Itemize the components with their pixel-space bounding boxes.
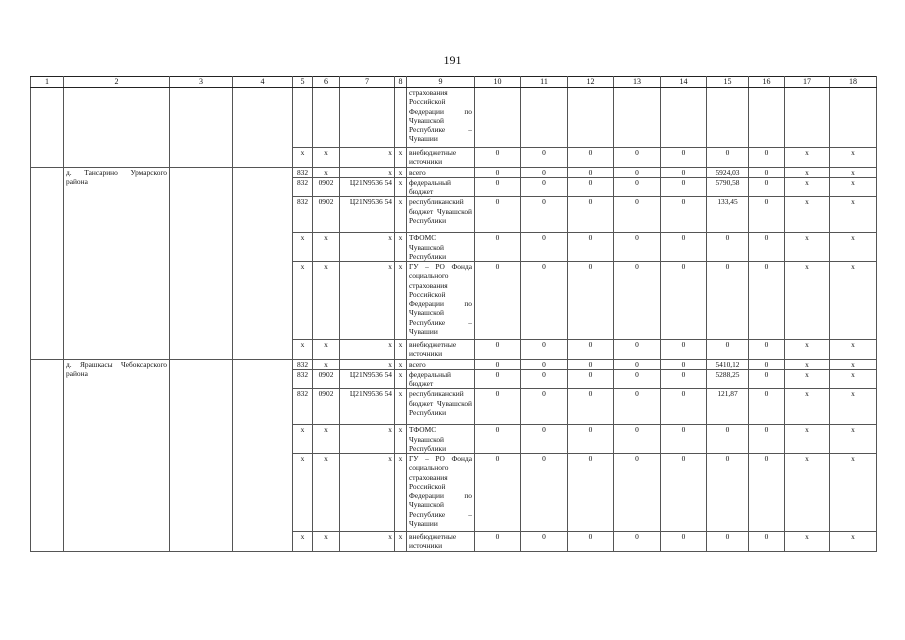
cell-value: 0 xyxy=(475,425,521,454)
cell-target-article: x xyxy=(340,359,395,369)
cell-expense-type: x xyxy=(395,167,407,177)
cell-expense-type: x xyxy=(395,369,407,389)
cell-expense-type: x xyxy=(395,454,407,532)
cell-expense-type: x xyxy=(395,532,407,552)
cell-value: 0 xyxy=(749,340,785,360)
cell-value: x xyxy=(785,369,830,389)
column-number-9: 9 xyxy=(407,77,475,88)
cell-value: x xyxy=(785,262,830,340)
cell-column-3 xyxy=(170,167,233,359)
cell-value: 0 xyxy=(521,369,568,389)
cell-value xyxy=(614,88,661,148)
cell-value: 5790,58 xyxy=(707,177,749,197)
cell-section: x xyxy=(313,340,340,360)
column-number-6: 6 xyxy=(313,77,340,88)
cell-section: x xyxy=(313,425,340,454)
cell-code: x xyxy=(293,340,313,360)
cell-value: 5924,03 xyxy=(707,167,749,177)
cell-value: 0 xyxy=(614,197,661,233)
cell-value: 0 xyxy=(749,369,785,389)
cell-value: 0 xyxy=(661,532,707,552)
cell-value: 0 xyxy=(661,340,707,360)
cell-value: 0 xyxy=(749,177,785,197)
cell-expense-type: x xyxy=(395,389,407,425)
cell-target-article: x xyxy=(340,425,395,454)
cell-value: 0 xyxy=(614,177,661,197)
cell-value: 0 xyxy=(749,359,785,369)
cell-value: x xyxy=(830,532,877,552)
cell-value: 0 xyxy=(707,425,749,454)
cell-section: x xyxy=(313,262,340,340)
cell-value: 0 xyxy=(568,359,614,369)
cell-target-article: x xyxy=(340,340,395,360)
cell-row-number xyxy=(31,359,64,551)
cell-value: 0 xyxy=(475,454,521,532)
locality-name: д. Тансарино Урмарского района xyxy=(64,167,170,359)
cell-value: 0 xyxy=(661,369,707,389)
cell-source: федеральный бюджет xyxy=(407,369,475,389)
cell-section: 0902 xyxy=(313,177,340,197)
cell-value: 0 xyxy=(475,532,521,552)
cell-code: 832 xyxy=(293,389,313,425)
cell-source: ТФОМС Чувашской Республики xyxy=(407,233,475,262)
cell-value: 0 xyxy=(749,454,785,532)
cell-value: x xyxy=(830,454,877,532)
cell-value: 0 xyxy=(521,340,568,360)
cell-expense-type: x xyxy=(395,425,407,454)
cell-value: 0 xyxy=(568,389,614,425)
cell-value: 0 xyxy=(568,262,614,340)
cell-value: x xyxy=(830,177,877,197)
cell-code: 832 xyxy=(293,197,313,233)
cell-value: x xyxy=(830,148,877,168)
cell-value: 5288,25 xyxy=(707,369,749,389)
cell-value: 0 xyxy=(614,369,661,389)
cell-source: всего xyxy=(407,167,475,177)
cell-value: 0 xyxy=(521,389,568,425)
cell-target-article xyxy=(340,88,395,148)
cell-value: 0 xyxy=(475,167,521,177)
cell-value: 0 xyxy=(568,369,614,389)
cell-value: 0 xyxy=(614,454,661,532)
column-number-12: 12 xyxy=(568,77,614,88)
cell-source: ГУ – РО Фонда социального страхования Российской Федерации по Чувашской Республике – Чувашии xyxy=(407,262,475,340)
cell-column-4 xyxy=(233,167,293,359)
cell-code: x xyxy=(293,454,313,532)
cell-value: 0 xyxy=(568,454,614,532)
cell-code: 832 xyxy=(293,369,313,389)
cell-value: 0 xyxy=(568,177,614,197)
column-number-11: 11 xyxy=(521,77,568,88)
cell-section: x xyxy=(313,167,340,177)
table-row xyxy=(31,88,877,148)
cell-code: 832 xyxy=(293,167,313,177)
cell-value: 0 xyxy=(614,262,661,340)
cell-value: 0 xyxy=(614,167,661,177)
cell-value: 0 xyxy=(661,389,707,425)
cell-value xyxy=(749,88,785,148)
cell-expense-type: x xyxy=(395,177,407,197)
cell-value: 0 xyxy=(521,167,568,177)
cell-section: x xyxy=(313,233,340,262)
cell-value: 0 xyxy=(749,425,785,454)
cell-value: 0 xyxy=(749,167,785,177)
cell-value: x xyxy=(785,148,830,168)
cell-expense-type: x xyxy=(395,359,407,369)
cell-row-number xyxy=(31,167,64,359)
cell-value: x xyxy=(830,389,877,425)
cell-value: 0 xyxy=(707,454,749,532)
header-row xyxy=(31,77,877,88)
cell-source: внебюджетные источники xyxy=(407,340,475,360)
cell-value: x xyxy=(785,389,830,425)
cell-value xyxy=(475,88,521,148)
cell-value: 0 xyxy=(661,359,707,369)
cell-value: x xyxy=(785,340,830,360)
cell-value: 133,45 xyxy=(707,197,749,233)
cell-value xyxy=(521,88,568,148)
cell-source: внебюджетные источники xyxy=(407,532,475,552)
budget-table xyxy=(30,76,877,552)
cell-value: x xyxy=(830,340,877,360)
cell-value xyxy=(661,88,707,148)
cell-column-3 xyxy=(170,359,233,551)
cell-value: 0 xyxy=(661,425,707,454)
column-number-16: 16 xyxy=(749,77,785,88)
column-number-3: 3 xyxy=(170,77,233,88)
cell-value: 0 xyxy=(614,532,661,552)
cell-value: x xyxy=(830,233,877,262)
cell-value: 0 xyxy=(475,389,521,425)
cell-expense-type: x xyxy=(395,233,407,262)
cell-value: x xyxy=(830,425,877,454)
cell-value: 0 xyxy=(614,233,661,262)
cell-value: x xyxy=(785,359,830,369)
cell-value: x xyxy=(785,425,830,454)
cell-target-article: x xyxy=(340,532,395,552)
cell-value: x xyxy=(830,262,877,340)
cell-target-article: x xyxy=(340,233,395,262)
cell-code: x xyxy=(293,148,313,168)
column-number-10: 10 xyxy=(475,77,521,88)
cell-value: 0 xyxy=(475,359,521,369)
cell-code xyxy=(293,88,313,148)
cell-source: всего xyxy=(407,359,475,369)
cell-value: x xyxy=(830,359,877,369)
column-number-5: 5 xyxy=(293,77,313,88)
page-number: 191 xyxy=(443,53,462,67)
cell-value: 0 xyxy=(521,425,568,454)
cell-value: 0 xyxy=(749,148,785,168)
cell-value: 0 xyxy=(475,148,521,168)
column-number-13: 13 xyxy=(614,77,661,88)
cell-source: ТФОМС Чувашской Республики xyxy=(407,425,475,454)
cell-value: 0 xyxy=(568,340,614,360)
cell-expense-type: x xyxy=(395,197,407,233)
cell-value: 0 xyxy=(661,197,707,233)
cell-continued-3 xyxy=(170,88,233,168)
column-number-18: 18 xyxy=(830,77,877,88)
column-number-15: 15 xyxy=(707,77,749,88)
cell-target-article: Ц21N9536 54 xyxy=(340,177,395,197)
cell-value: 0 xyxy=(749,532,785,552)
cell-source: федеральный бюджет xyxy=(407,177,475,197)
cell-value: x xyxy=(785,177,830,197)
cell-value: x xyxy=(785,233,830,262)
cell-value: 0 xyxy=(475,340,521,360)
cell-value: x xyxy=(830,197,877,233)
cell-expense-type: x xyxy=(395,148,407,168)
cell-value: 0 xyxy=(568,167,614,177)
cell-value: 0 xyxy=(749,262,785,340)
cell-value: 0 xyxy=(521,262,568,340)
locality-name: д. Ярашкасы Чебоксарского района xyxy=(64,359,170,551)
column-number-8: 8 xyxy=(395,77,407,88)
cell-section: x xyxy=(313,532,340,552)
cell-value: 0 xyxy=(614,340,661,360)
cell-section: 0902 xyxy=(313,197,340,233)
cell-target-article: Ц21N9536 54 xyxy=(340,369,395,389)
cell-section: x xyxy=(313,148,340,168)
cell-expense-type xyxy=(395,88,407,148)
cell-value: 0 xyxy=(521,454,568,532)
cell-section: 0902 xyxy=(313,369,340,389)
cell-section: 0902 xyxy=(313,389,340,425)
cell-value xyxy=(707,88,749,148)
cell-source: внебюджетные источники xyxy=(407,148,475,168)
cell-source: страхования Российской Федерации по Чувашской Республике – Чувашии xyxy=(407,88,475,148)
table-row xyxy=(31,359,877,369)
cell-value: 0 xyxy=(521,233,568,262)
cell-value: 0 xyxy=(568,148,614,168)
cell-value: 0 xyxy=(521,197,568,233)
cell-value xyxy=(568,88,614,148)
cell-value: x xyxy=(785,197,830,233)
cell-value: 0 xyxy=(749,197,785,233)
cell-value: 0 xyxy=(568,233,614,262)
cell-value: 0 xyxy=(749,389,785,425)
cell-value: 0 xyxy=(707,148,749,168)
cell-section xyxy=(313,88,340,148)
column-number-1: 1 xyxy=(31,77,64,88)
cell-value: 0 xyxy=(568,197,614,233)
cell-value: 0 xyxy=(475,177,521,197)
cell-value: 0 xyxy=(749,233,785,262)
cell-value: 0 xyxy=(521,359,568,369)
cell-value xyxy=(785,88,830,148)
cell-target-article: x xyxy=(340,148,395,168)
cell-source: ГУ – РО Фонда социального страхования Российской Федерации по Чувашской Республике – Чувашии xyxy=(407,454,475,532)
cell-target-article: x xyxy=(340,262,395,340)
cell-code: x xyxy=(293,532,313,552)
cell-value: 0 xyxy=(614,389,661,425)
column-number-7: 7 xyxy=(340,77,395,88)
cell-value: 0 xyxy=(661,167,707,177)
cell-value: 0 xyxy=(614,425,661,454)
cell-value: 0 xyxy=(661,454,707,532)
cell-expense-type: x xyxy=(395,340,407,360)
cell-code: 832 xyxy=(293,359,313,369)
cell-value: 0 xyxy=(614,148,661,168)
cell-value: 0 xyxy=(661,148,707,168)
cell-section: x xyxy=(313,359,340,369)
cell-value: 0 xyxy=(568,532,614,552)
cell-value: 0 xyxy=(707,233,749,262)
column-number-17: 17 xyxy=(785,77,830,88)
cell-value: 0 xyxy=(707,340,749,360)
cell-continued-1 xyxy=(31,88,64,168)
table-row xyxy=(31,167,877,177)
cell-target-article: Ц21N9536 54 xyxy=(340,197,395,233)
cell-value: x xyxy=(785,454,830,532)
cell-value: 0 xyxy=(568,425,614,454)
cell-value: 0 xyxy=(707,262,749,340)
column-number-14: 14 xyxy=(661,77,707,88)
cell-source: республиканский бюджет Чувашской Республики xyxy=(407,389,475,425)
cell-value xyxy=(830,88,877,148)
cell-value: 0 xyxy=(661,177,707,197)
cell-value: 0 xyxy=(521,177,568,197)
cell-value: x xyxy=(830,369,877,389)
column-number-2: 2 xyxy=(64,77,170,88)
cell-source: республиканский бюджет Чувашской Республики xyxy=(407,197,475,233)
cell-value: 0 xyxy=(475,197,521,233)
cell-target-article: Ц21N9536 54 xyxy=(340,389,395,425)
cell-value: 0 xyxy=(521,532,568,552)
column-number-4: 4 xyxy=(233,77,293,88)
cell-section: x xyxy=(313,454,340,532)
cell-value: 0 xyxy=(521,148,568,168)
cell-continued-4 xyxy=(233,88,293,168)
cell-code: x xyxy=(293,262,313,340)
cell-continued-2 xyxy=(64,88,170,168)
cell-value: x xyxy=(830,167,877,177)
cell-value: 5410,12 xyxy=(707,359,749,369)
cell-column-4 xyxy=(233,359,293,551)
cell-expense-type: x xyxy=(395,262,407,340)
cell-target-article: x xyxy=(340,167,395,177)
cell-value: x xyxy=(785,532,830,552)
cell-code: x xyxy=(293,233,313,262)
cell-value: x xyxy=(785,167,830,177)
cell-value: 0 xyxy=(475,233,521,262)
cell-code: 832 xyxy=(293,177,313,197)
cell-value: 0 xyxy=(614,359,661,369)
cell-value: 0 xyxy=(707,532,749,552)
cell-value: 0 xyxy=(661,233,707,262)
cell-value: 0 xyxy=(475,262,521,340)
cell-code: x xyxy=(293,425,313,454)
cell-value: 121,87 xyxy=(707,389,749,425)
cell-value: 0 xyxy=(475,369,521,389)
cell-target-article: x xyxy=(340,454,395,532)
cell-value: 0 xyxy=(661,262,707,340)
